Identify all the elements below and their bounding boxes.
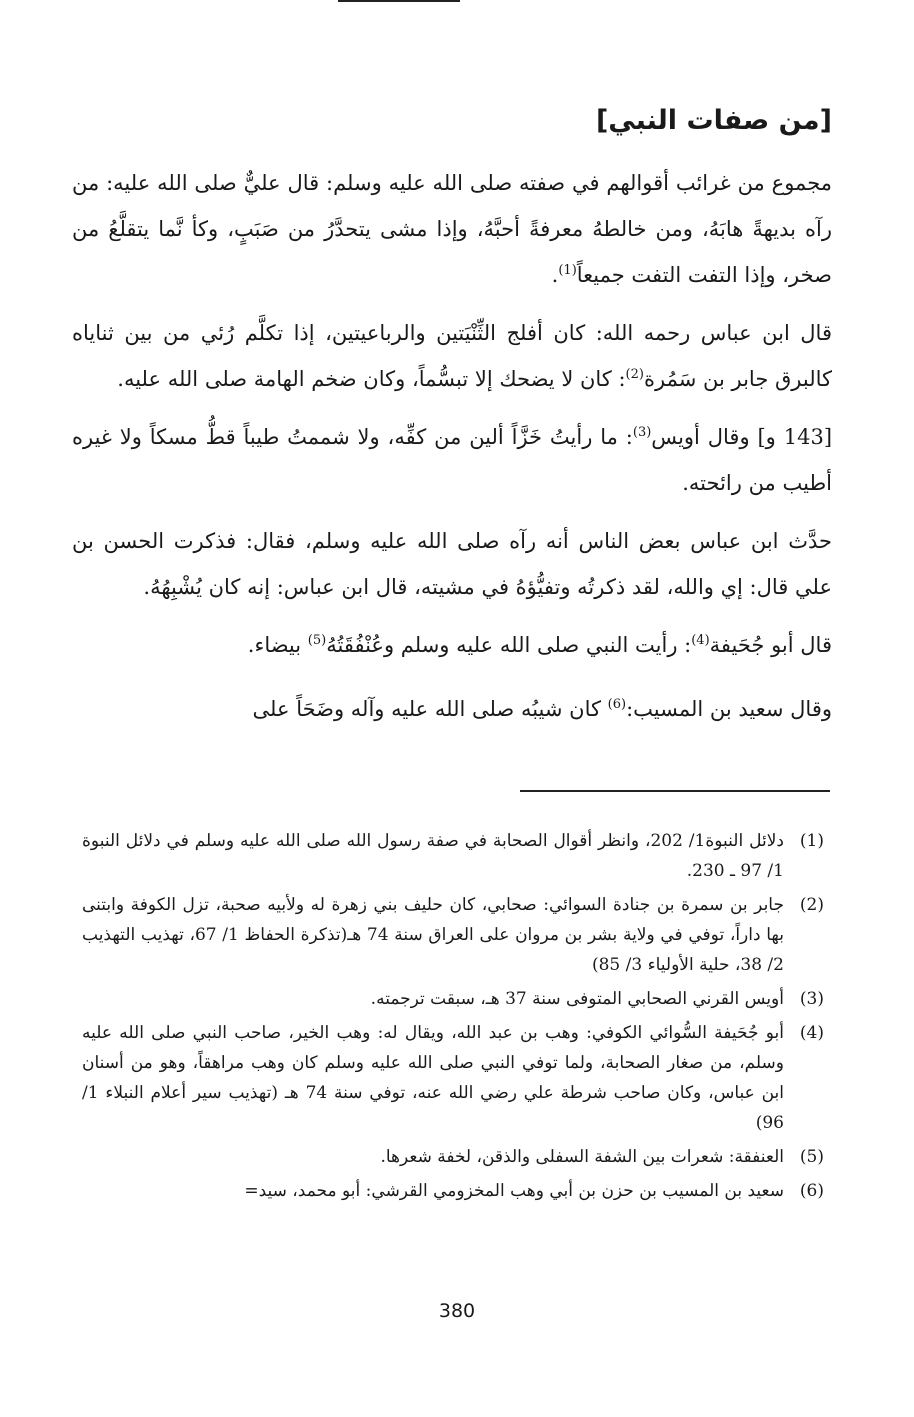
footnote-1: [82, 826, 824, 886]
footnote-text: العنفقة: شعرات بين الشفة السفلى والذقن، لخفة شعرها.: [380, 1147, 784, 1167]
section-heading: [من صفات النبي]: [595, 105, 832, 136]
footnote-ref-3: (3): [632, 425, 652, 440]
footnote-text: أويس القرني الصحابي المتوفى سنة 37 هـ، سبقت ترجمته.: [370, 989, 784, 1009]
footnote-ref-5: (5): [307, 633, 327, 648]
footnote-ref-2: (2): [625, 367, 644, 382]
footnote-text: سعيد بن المسيب بن حزن بن أبي وهب المخزومي القرشي: أبو محمد، سيد=: [244, 1181, 784, 1201]
footnote-number: (5): [799, 1147, 824, 1167]
footnote-2: [82, 890, 824, 980]
footnote-number: (3): [799, 989, 824, 1009]
paragraph-1: مجموع من غرائب أقوالهم في صفته صلى الله عليه وسلم: قال عليٌّ صلى الله عليه: من رآه بديهةً هابَهُ، ومن خالطهُ معرفةً أحبَّهُ، وإذا مشى يتحدَّرُ من صَبَبٍ، وكأ نَّما يتقلَّعُ من صخر، وإذا التفت التفت جميعاً$^{(1)}$.: [72, 171, 832, 287]
footnote-ref-1: (1): [558, 263, 577, 278]
paragraph-2: قال ابن عباس رحمه الله: كان أفلج الثِّنْيَتين والرباعيتين، إذا تكلَّم رُئي من بين ثناياه كالبرق جابر بن سَمُرة$^{(2)}$: كان لا يضحك إلا تبسُّماً، وكان ضخم الهامة صلى الله عليه.: [72, 321, 832, 391]
footnote-number: (4): [799, 1023, 824, 1043]
footnote-text: دلائل النبوة1/ 202، وانظر أقوال الصحابة في صفة رسول الله صلى الله عليه وسلم في دلائل النبوة 1/ 97 ـ 230.: [82, 831, 784, 881]
footnote-ref-4: (4): [691, 633, 710, 648]
paragraph-6: وقال سعيد بن المسيب:$^{(6)}$ كان شيبُه صلى الله عليه وآله وضَحَاً على: [252, 697, 832, 721]
footnotes: [82, 826, 824, 1210]
paragraph-4: حدَّث ابن عباس بعض الناس أنه رآه صلى الله عليه وسلم، فقال: فذكرت الحسن بن علي قال: إي والله، لقد ذكرتُه وتفيُّؤهُ في مشيته، قال ابن عباس: إنه كان يُشْبِهُهُ.: [72, 529, 832, 599]
footnote-number: (6): [799, 1181, 824, 1201]
paragraph-3: [143 و] وقال أويس$^{(3)}$: ما رأيتُ خَزَّاً ألين من كفِّه، ولا شممتُ طيباً قطُّ مسكاً ولا غيره أطيب من رائحته.: [72, 425, 833, 495]
footnote-ref-6: (6): [607, 697, 627, 712]
footnote-separator: [520, 790, 830, 792]
top-rule: [338, 0, 460, 2]
page-number: 380: [438, 1300, 476, 1322]
footnote-text: جابر بن سمرة بن جنادة السوائي: صحابي، كان حليف بني زهرة له ولأبيه صحبة، تزل الكوفة وابتنى بها داراً، توفي في ولاية بشر بن مروان على العراق سنة 74 هـ(تذكرة الحفاظ 1/ 67، تهذيب التهذيب 2/ 38، حلية الأولياء 3/ 85): [82, 895, 784, 975]
footnote-text: أبو جُحَيفة السُّوائي الكوفي: وهب بن عبد الله، ويقال له: وهب الخير، صاحب النبي صلى الله عليه وسلم، من صغار الصحابة، ولما توفي النبي صلى الله عليه وسلم كان وهب مراهقاً، وهو من أسنان ابن عباس، وكان صاحب شرطة علي رضي الله عنه، توفي سنة 74 هـ (تهذيب سير أعلام النبلاء 1/ 96): [82, 1023, 784, 1133]
main-text: [72, 96, 832, 750]
footnote-3: [82, 984, 824, 1014]
footnote-number: (1): [799, 831, 824, 851]
footnote-number: (2): [799, 895, 824, 915]
footnote-6: [82, 1176, 824, 1206]
paragraph-5: قال أبو جُحَيفة$^{(4)}$: رأيت النبي صلى الله عليه وسلم وعُنْفُقَتُهُ$^{(5)}$ بيضاء.: [247, 633, 832, 657]
footnote-4: [82, 1018, 824, 1138]
footnote-5: [82, 1142, 824, 1172]
